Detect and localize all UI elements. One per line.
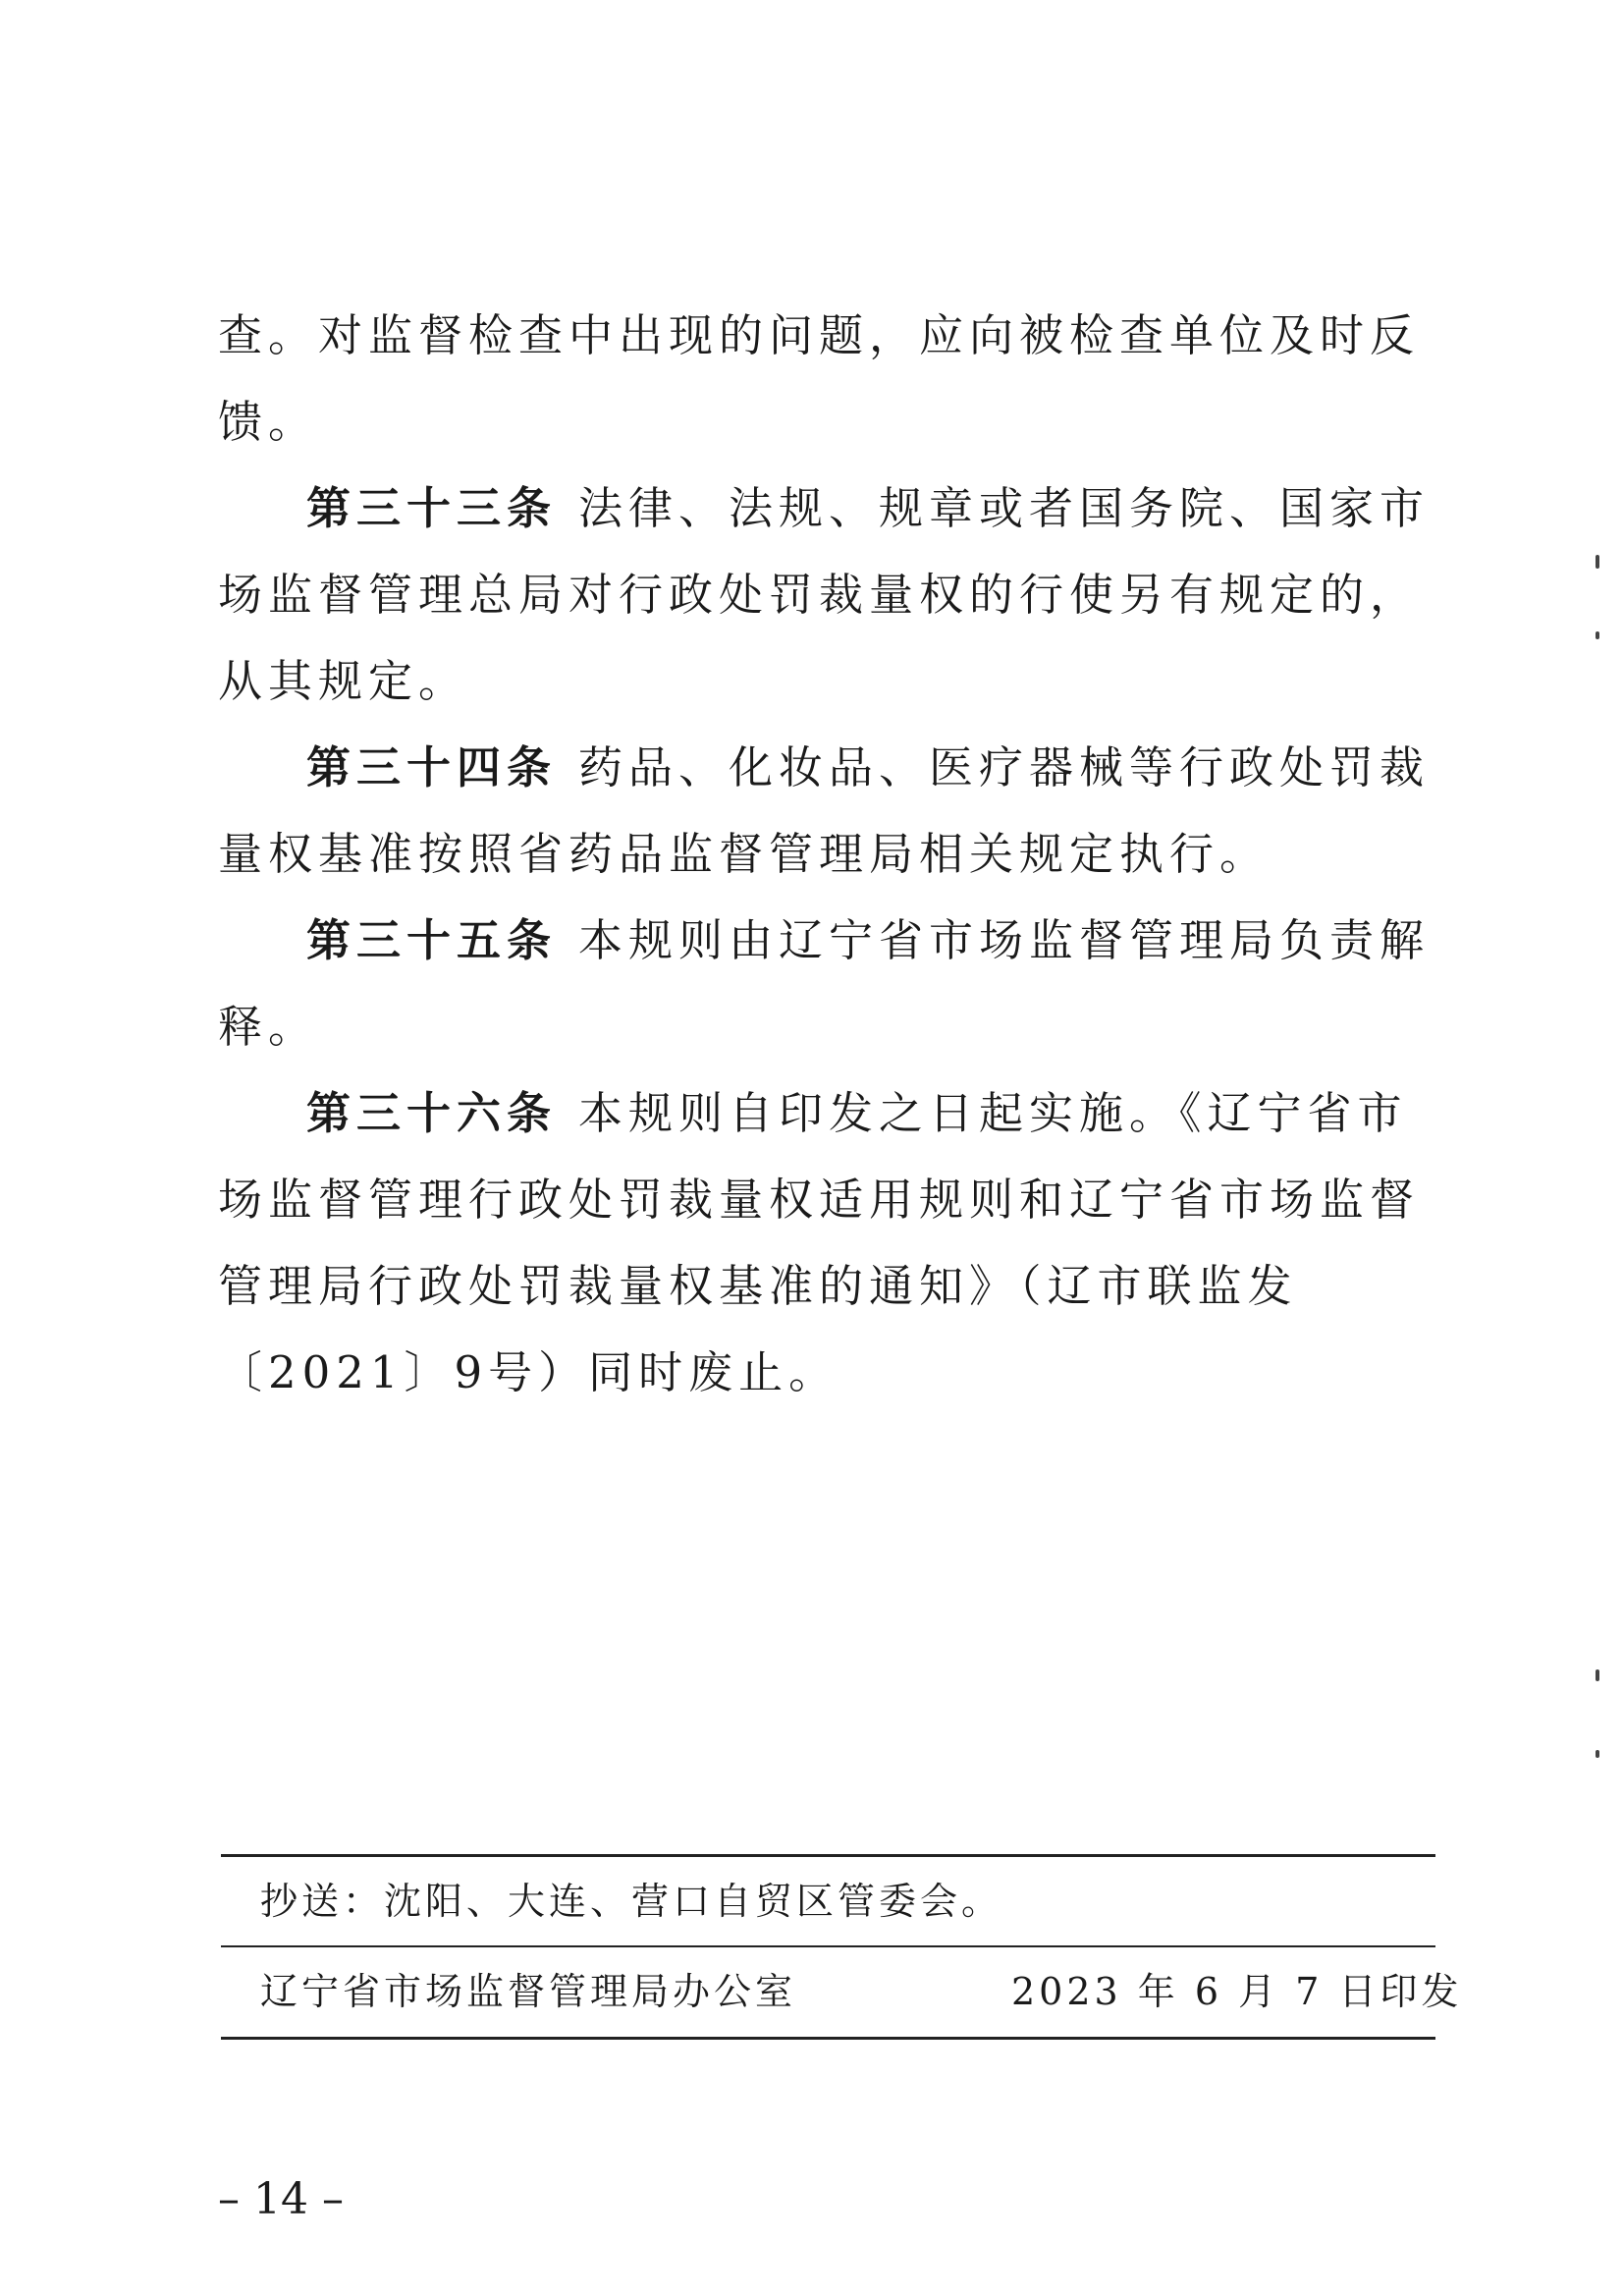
article-33-text: 法律、法规、规章或者国务院、国家市场监督管理总局对行政处罚裁量权的行使另有规定的，从其规定。 [218,482,1431,707]
binding-hole-mark [1596,1750,1599,1758]
article-34 [218,725,1435,898]
article-33-title: 第三十三条 [306,482,558,534]
binding-hole-mark [1596,555,1599,569]
page-number: – 14 – [218,2174,344,2224]
article-35-title: 第三十五条 [306,914,558,966]
article-35 [218,898,1435,1070]
document-body [218,293,1435,1416]
footer-bottom-rule [221,2037,1435,2040]
article-33 [218,465,1435,725]
issuer-name: 辽宁省市场监督管理局办公室 [260,1970,797,2013]
article-36-text: 本规则自印发之日起实施。《辽宁省市场监督管理行政处罚裁量权适用规则和辽宁省市场监督管理局行政处罚裁量权基准的通知》（辽市联监发〔2021〕9号）同时废止。 [218,1087,1421,1398]
article-34-text: 药品、化妆品、医疗器械等行政处罚裁量权基准按照省药品监督管理局相关规定执行。 [218,741,1431,880]
binding-hole-mark [1596,1669,1599,1681]
article-35-text: 本规则由辽宁省市场监督管理局负责解释。 [218,914,1431,1053]
paragraph-continuation: 查。对监督检查中出现的问题，应向被检查单位及时反馈。 [218,309,1421,448]
cc-line: 抄送：沈阳、大连、营口自贸区管委会。 [260,1880,1003,1923]
binding-hole-mark [1596,631,1599,639]
footer-middle-rule [221,1945,1435,1947]
footer-top-rule [221,1854,1435,1857]
issue-date: 2023 年 6 月 7 日印发 [1011,1970,1463,2013]
article-34-title: 第三十四条 [306,741,558,793]
article-36 [218,1070,1435,1416]
article-36-title: 第三十六条 [306,1087,558,1139]
